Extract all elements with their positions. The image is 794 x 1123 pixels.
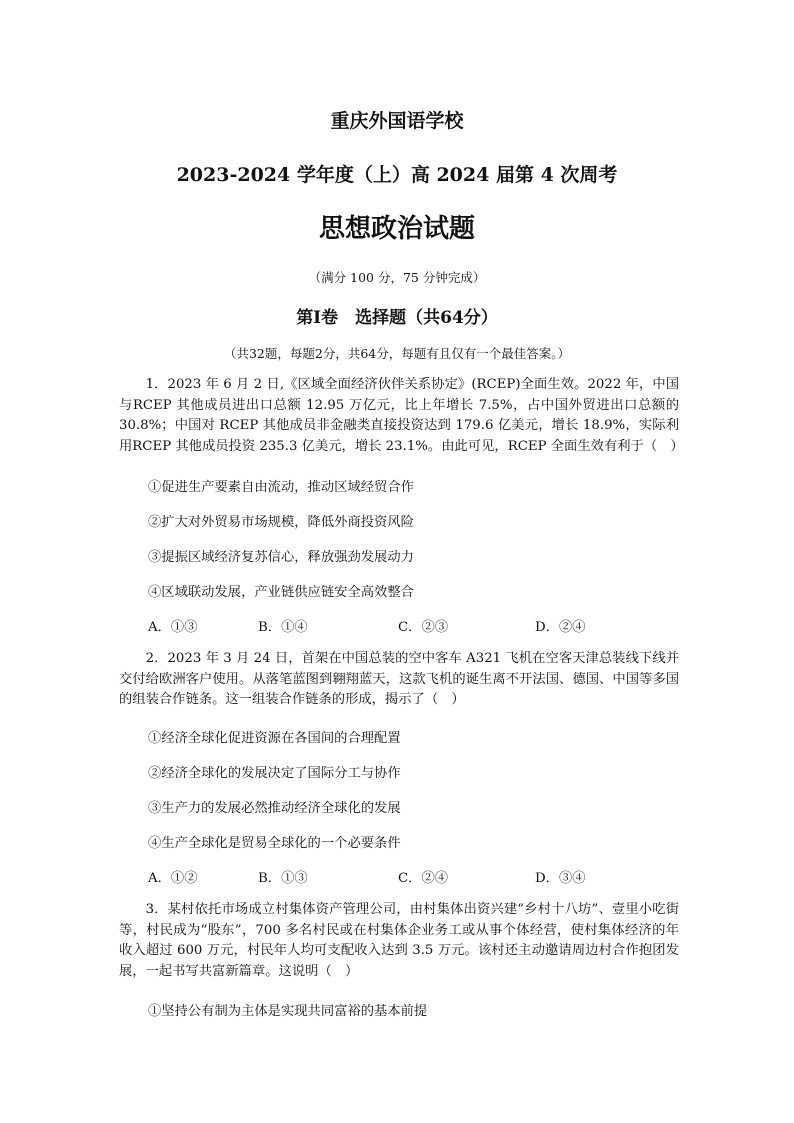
section-note: （共32题，每题2分，共64分，每题有且仅有一个最佳答案。） <box>223 346 570 361</box>
question-2-choice-c: C．②④ <box>398 871 449 886</box>
question-3-stem: 3．某村依托市场成立村集体资产管理公司，由村集体出资兴建“乡村十八坊”、壹里小吃街等，村民成为“股东”，700 多名村民或在村集体企业务工或从事个体经营，使村集体经济的年收入超过 600 万元，村民年人均可支配收入达到 3.5 万元。该村还主动邀请周边村合作抱团发展，一起书写共富新篇章。这说明（ ） <box>119 902 679 979</box>
question-2-choice-a: A．①② <box>148 871 198 886</box>
section-title: 第Ⅰ卷 选择题（共64分） <box>296 308 498 328</box>
school-name: 重庆外国语学校 <box>330 110 464 132</box>
question-1-choice-a: A．①③ <box>148 620 198 635</box>
question-2-option-1: ①经济全球化促进资源在各国间的合理配置 <box>148 731 401 746</box>
question-2-choice-b: B．①③ <box>258 871 308 886</box>
question-1-option-2: ②扩大对外贸易市场规模，降低外商投资风险 <box>148 515 414 530</box>
subject-title: 思想政治试题 <box>318 214 475 244</box>
question-2-option-2: ②经济全球化的发展决定了国际分工与协作 <box>148 766 401 781</box>
question-1-option-4: ④区域联动发展，产业链供应链安全高效整合 <box>148 585 414 600</box>
question-2-stem: 2．2023 年 3 月 24 日，首架在中国总装的空中客车 A321 飞机在空客天津总装线下线并交付给欧洲客户使用。从落笔蓝图到翱翔蓝天，这款飞机的诞生离不开法国、德国、中国等多国的组装合作链条。这一组装合作链条的形成，揭示了（ ） <box>119 651 679 707</box>
exam-info: （满分 100 分，75 分钟完成） <box>308 270 486 285</box>
question-1-option-3: ③提振区域经济复苏信心，释放强劲发展动力 <box>148 550 414 565</box>
question-2-choice-d: D．③④ <box>535 871 586 886</box>
question-1-choice-b: B．①④ <box>258 620 308 635</box>
question-3-option-1: ①坚持公有制为主体是实现共同富裕的基本前提 <box>148 1004 428 1019</box>
question-1-choice-d: D．②④ <box>535 620 586 635</box>
exam-title: 2023-2024 学年度（上）高 2024 届第 4 次周考 <box>176 164 618 186</box>
question-1-choice-c: C．②③ <box>398 620 449 635</box>
question-2-option-4: ④生产全球化是贸易全球化的一个必要条件 <box>148 836 401 851</box>
question-1-option-1: ①促进生产要素自由流动，推动区域经贸合作 <box>148 480 414 495</box>
question-2-option-3: ③生产力的发展必然推动经济全球化的发展 <box>148 801 401 816</box>
question-1-stem: 1．2023 年 6 月 2 日,《区域全面经济伙伴关系协定》(RCEP)全面生效。2022 年，中国与RCEP 其他成员进出口总额 12.95 万亿元，比上年增长 7.5%，占中国外贸进出口总额的 30.8%；中国对 RCEP 其他成员非金融类直接投资达到 179.6 亿美元，增长 18.9%，实际利用RCEP 其他成员投资 235.3 亿美元，增长 23.1%。由此可见，RCEP 全面生效有利于（ ） <box>119 377 684 454</box>
